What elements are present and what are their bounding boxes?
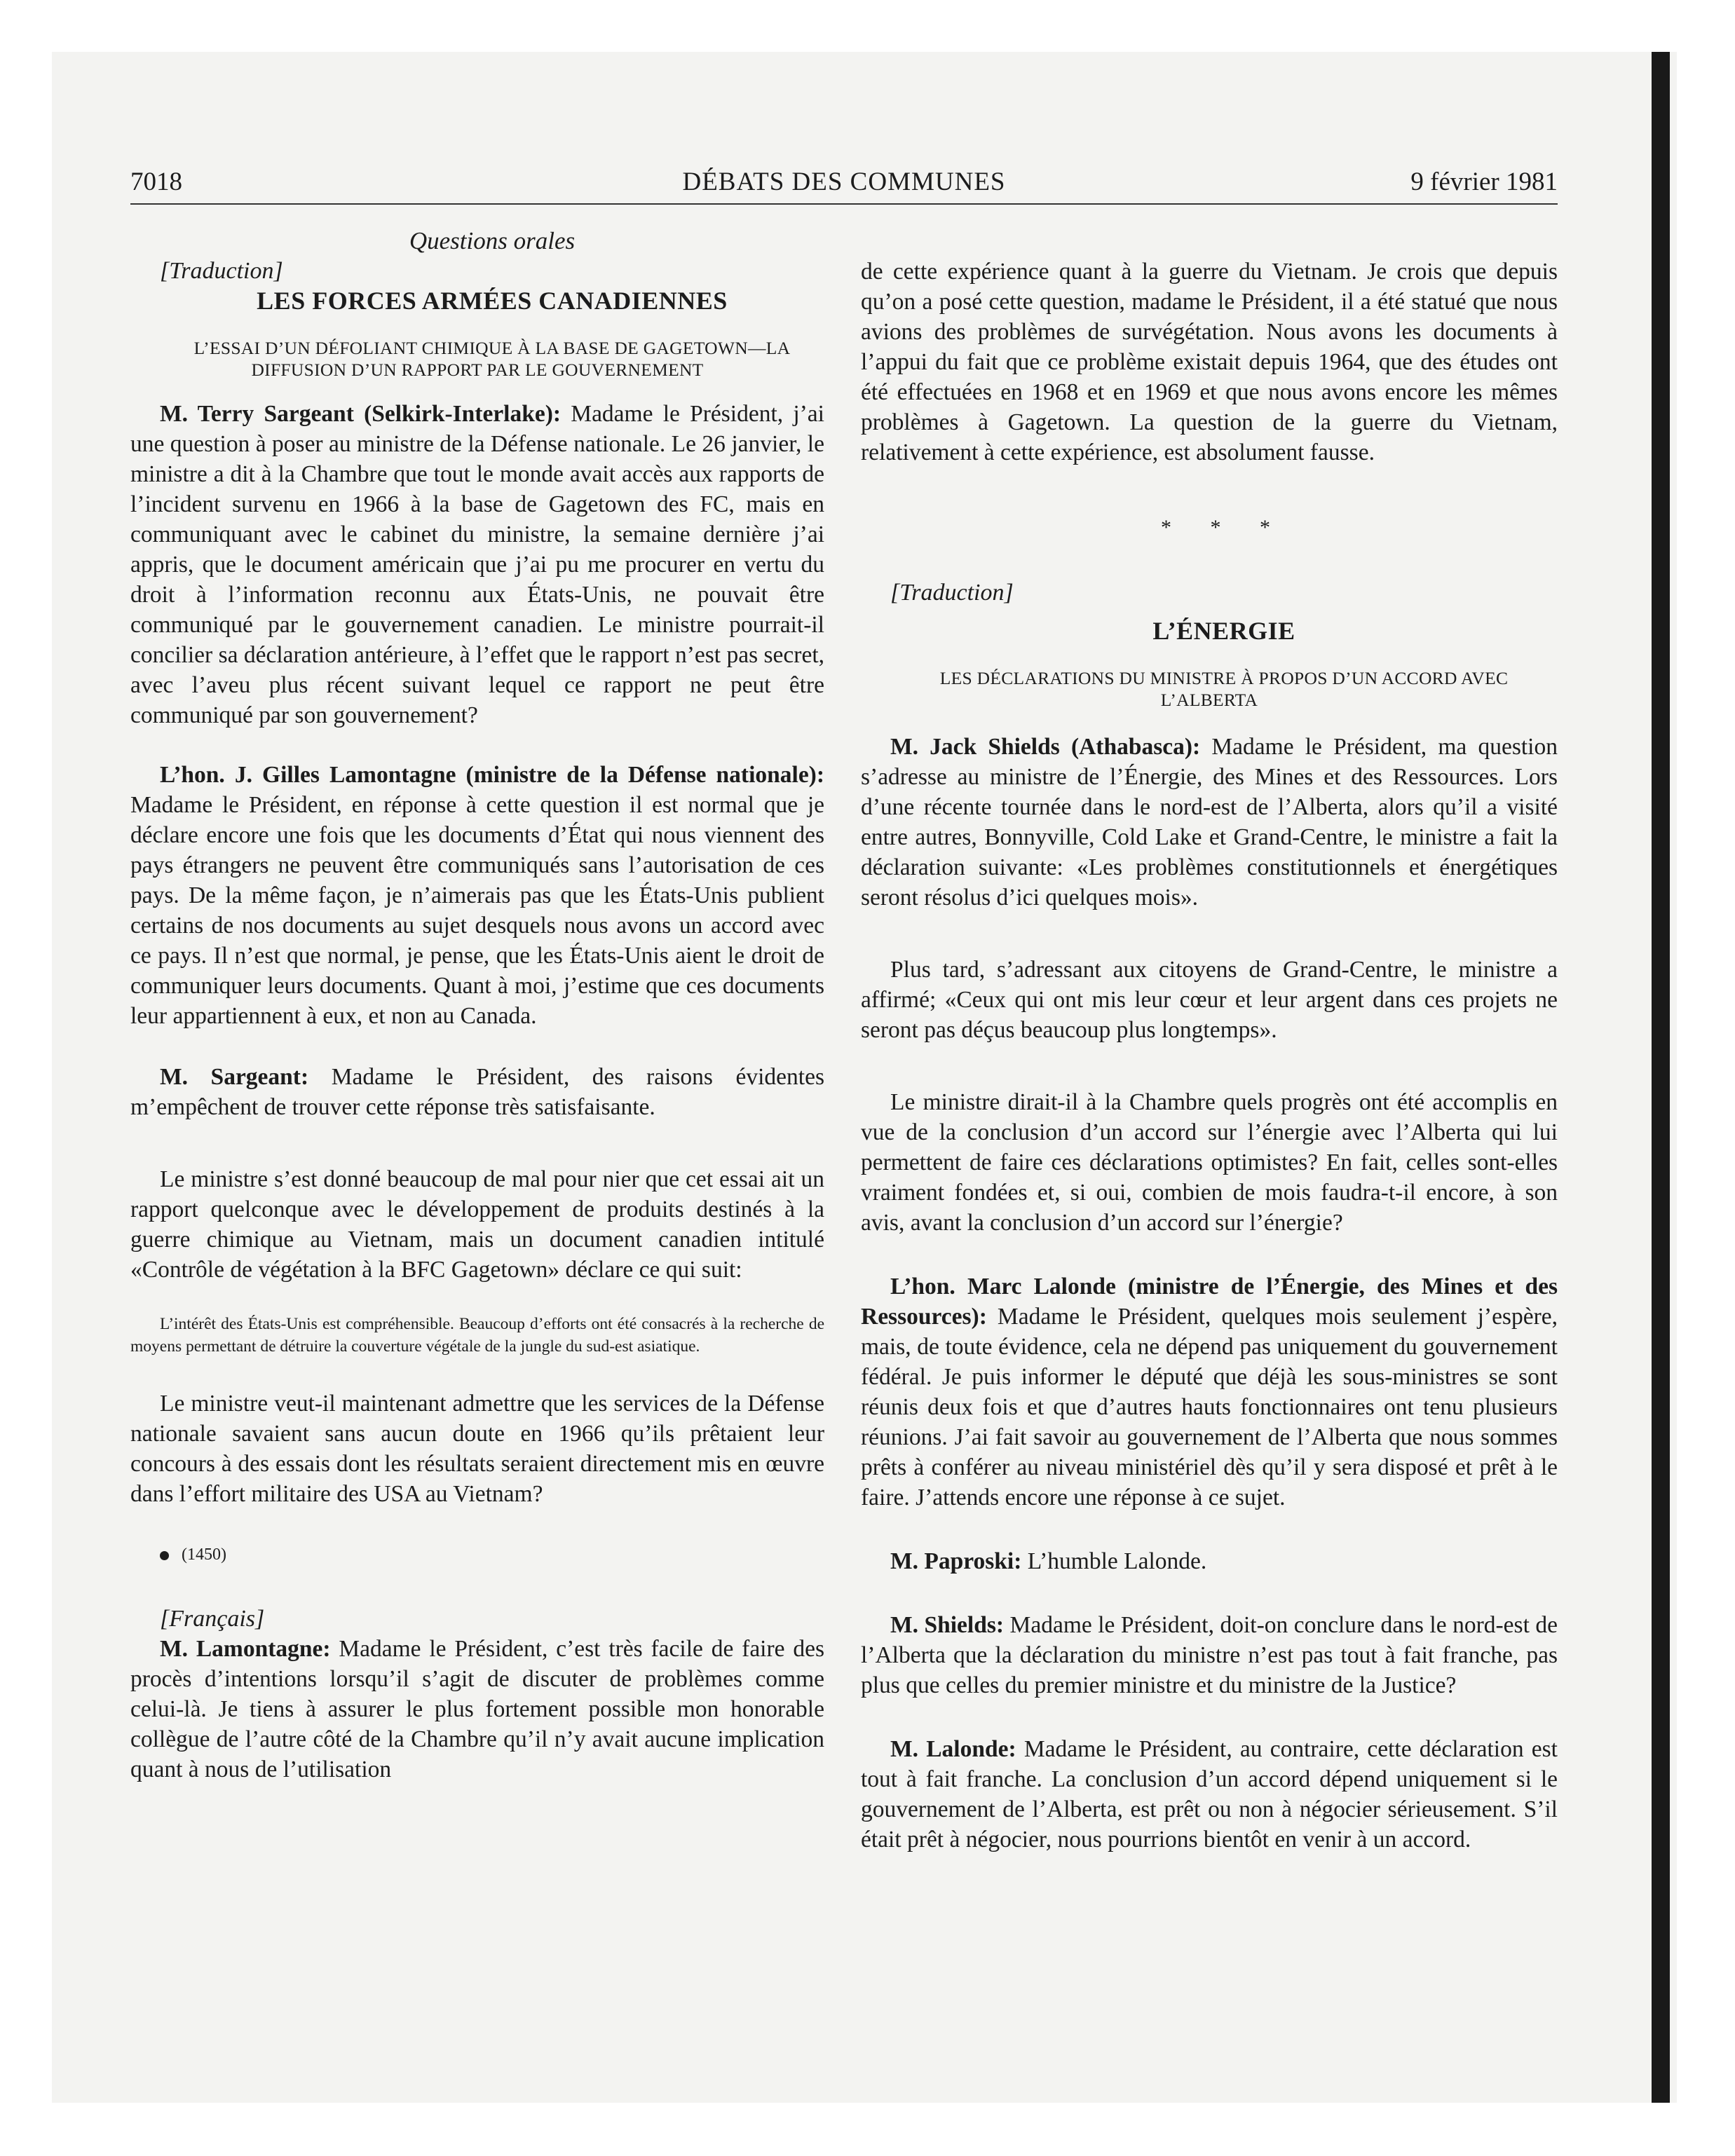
paragraph	[861, 1734, 1558, 1855]
right-column	[861, 257, 1558, 1855]
section-heading: LES FORCES ARMÉES CANADIENNES	[257, 287, 728, 315]
speaker-name: M. Lamontagne:	[160, 1636, 331, 1662]
speaker-name: M. Shields:	[890, 1612, 1005, 1638]
speaker-name: L’hon. J. Gilles Lamontagne (ministre de la Défense nationale):	[160, 762, 824, 788]
speaker-name: M. Terry Sargeant (Selkirk-Interlake):	[160, 401, 562, 427]
section-subheading: L’ESSAI D’UN DÉFOLIANT CHIMIQUE À LA BASE DE GAGETOWN—LA DIFFUSION D’UN RAPPORT PAR LE GOUVERNEMENT	[193, 338, 791, 380]
paragraph-text: Madame le Président, j’ai une question à poser au ministre de la Défense nationale. Le 26 janvier, le ministre a dit à la Chambre que tout le monde avait accès aux rapports de l’incident survenu en 1966 à la base de Gagetown des FC, mais en communiquant avec le cabinet du ministre, la semaine dernière j’ai appris, que le document américain que j’ai pu me procurer en vertu du droit à l’information reconnu aux États-Unis, ne pouvait être communiqué par le gouvernement canadien. Le ministre pourrait-il concilier sa déclaration antérieure, à l’effet que le rapport n’est pas secret, avec l’aveu plus récent suivant lequel ce rapport ne peut être communiqué par son gouvernement?	[130, 401, 824, 728]
speaker-name: M. Jack Shields (Athabasca):	[890, 734, 1201, 760]
paragraph	[861, 1546, 1558, 1576]
paragraph	[130, 1634, 824, 1785]
translation-label: [Traduction]	[890, 580, 1014, 606]
paragraph	[130, 760, 824, 1031]
running-header	[130, 167, 1558, 203]
paragraph: de cette expérience quant à la guerre du Vietnam. Je crois que depuis qu’on a posé cette question, madame le Président, il a été statué que nous avions des problèmes de survégétation. Nous avons les documents à l’appui du fait que ce problème existait depuis 1964, que des études ont été effectuées en 1968 et en 1969 et que nous avons encore les mêmes problèmes à Gagetown. La question de la guerre du Vietnam, relativement à cette expérience, est absolument fausse.	[861, 259, 1558, 465]
bullet-dot-icon	[160, 1551, 169, 1560]
paragraph	[861, 1610, 1558, 1700]
paragraph	[861, 732, 1558, 913]
block-quote: L’intérêt des États-Unis est compréhensible. Beaucoup d’efforts ont été consacrés à la recherche de moyens permettant de détruire la couverture végétale de la jungle du sud-est asiatique.	[130, 1315, 824, 1356]
paragraph-text: Madame le Président, au contraire, cette déclaration est tout à fait franche. La conclusion d’un accord dépend uniquement si le gouvernement de l’Alberta, est prêt ou non à négocier sérieusement. S’il était prêt à négocier, nous pourrions bientôt en venir à un accord.	[861, 1736, 1558, 1853]
paragraph: Plus tard, s’adressant aux citoyens de Grand-Centre, le ministre a affirmé; «Ceux qui ont mis leur cœur et leur argent dans ces projets ne seront pas déçus beaucoup plus longtemps».	[861, 957, 1558, 1043]
left-column	[130, 226, 824, 1785]
paragraph-text: L’humble Lalonde.	[1021, 1548, 1207, 1574]
paragraph-text: Madame le Président, c’est très facile de faire des procès d’intentions lorsqu’il s’agit de discuter de problèmes comme celui-là. Je tiens à assurer le plus fortement possible mon honorable collègue de l’autre côté de la Chambre qu’il n’y avait aucune implication quant à nous de l’utilisation	[130, 1636, 824, 1782]
section-heading: L’ÉNERGIE	[1152, 617, 1295, 645]
paragraph: Le ministre s’est donné beaucoup de mal pour nier que cet essai ait un rapport quelconque avec le développement de produits destinés à la guerre chimique au Vietnam, mais un document canadien intitulé «Contrôle de végétation à la BFC Gagetown» déclare ce qui suit:	[130, 1166, 824, 1283]
time-marker	[130, 1540, 824, 1570]
scan-edge-bar	[1652, 52, 1670, 2103]
speaker-name: L’hon. Marc Lalonde (ministre de l’Énergie, des Mines et des Ressources):	[861, 1274, 1558, 1330]
speaker-name: M. Paproski:	[890, 1548, 1022, 1574]
translation-label: [Traduction]	[160, 258, 283, 284]
paragraph-text: Madame le Président, ma question s’adresse au ministre de l’Énergie, des Mines et des Ressources. Lors d’une récente tournée dans le nord-est de l’Alberta, alors qu’il a visité entre autres, Bonnyville, Cold Lake et Grand-Centre, le ministre a fait la déclaration suivante: «Les problèmes constitutionnels et énergétiques seront résolus d’ici quelques mois».	[861, 734, 1558, 910]
paragraph: Le ministre dirait-il à la Chambre quels progrès ont été accomplis en vue de la conclusion d’un accord sur l’énergie avec l’Alberta qui lui permettent de faire ces déclarations optimistes? En fait, celles sont-elles vraiment fondées et, si oui, combien de mois faudra-t-il encore, à son avis, avant la conclusion d’un accord sur l’énergie?	[861, 1089, 1558, 1236]
section-label: Questions orales	[409, 227, 576, 254]
section-subheading: LES DÉCLARATIONS DU MINISTRE À PROPOS D’UN ACCORD AVEC L’ALBERTA	[939, 668, 1509, 710]
issue-date: 9 février 1981	[1410, 168, 1558, 196]
paragraph	[861, 1271, 1558, 1513]
paragraph-text: Madame le Président, en réponse à cette question il est normal que je déclare encore une fois que les documents d’État qui nous viennent des pays étrangers ne peuvent être communiqués sans l’autorisation de ces pays. De la même façon, je n’aimerais pas que les États-Unis publient certains de nos documents au sujet desquels nous avons un accord avec ce pays. Il n’est que normal, je pense, que les États-Unis aient le droit de communiquer leurs documents. Quant à moi, j’estime que ces documents leur appartiennent à eux, et non au Canada.	[130, 792, 824, 1029]
paragraph: Le ministre veut-il maintenant admettre que les services de la Défense nationale savaient sans aucun doute en 1966 qu’ils prêtaient leur concours à des essais dont les résultats seraient directement mis en œuvre dans l’effort militaire des USA au Vietnam?	[130, 1391, 824, 1507]
header-rule	[130, 203, 1558, 205]
paragraph-text: Madame le Président, doit-on conclure dans le nord-est de l’Alberta que la déclaration du ministre n’est pas tout à fait franche, pas plus que celles du premier ministre et du ministre de la Justice?	[861, 1612, 1558, 1698]
section-separator: * * *	[1161, 516, 1287, 539]
paragraph	[130, 399, 824, 730]
journal-title: DÉBATS DES COMMUNES	[682, 168, 1006, 196]
french-label: [Français]	[160, 1606, 265, 1632]
paragraph	[130, 1062, 824, 1122]
speaker-name: M. Sargeant:	[160, 1064, 309, 1090]
paragraph-text: Madame le Président, quelques mois seulement j’espère, mais, de toute évidence, cela ne dépend pas uniquement du gouvernement fédéral. Je puis informer le député que déjà les sous-ministres se sont réunis deux fois et que d’autres hauts fonctionnaires ont tenu plusieurs réunions. J’ai fait savoir au gouvernement de l’Alberta que nous sommes prêts à conférer au niveau ministériel dès qu’il y sera disposé et prêt à le faire. J’attends encore une réponse à ce sujet.	[861, 1304, 1558, 1510]
speaker-name: M. Lalonde:	[890, 1736, 1016, 1762]
page-number: 7018	[130, 168, 182, 196]
time-marker-text: (1450)	[182, 1546, 226, 1564]
paragraph-text: Madame le Président, des raisons évidentes m’empêchent de trouver cette réponse très satisfaisante.	[130, 1064, 824, 1120]
